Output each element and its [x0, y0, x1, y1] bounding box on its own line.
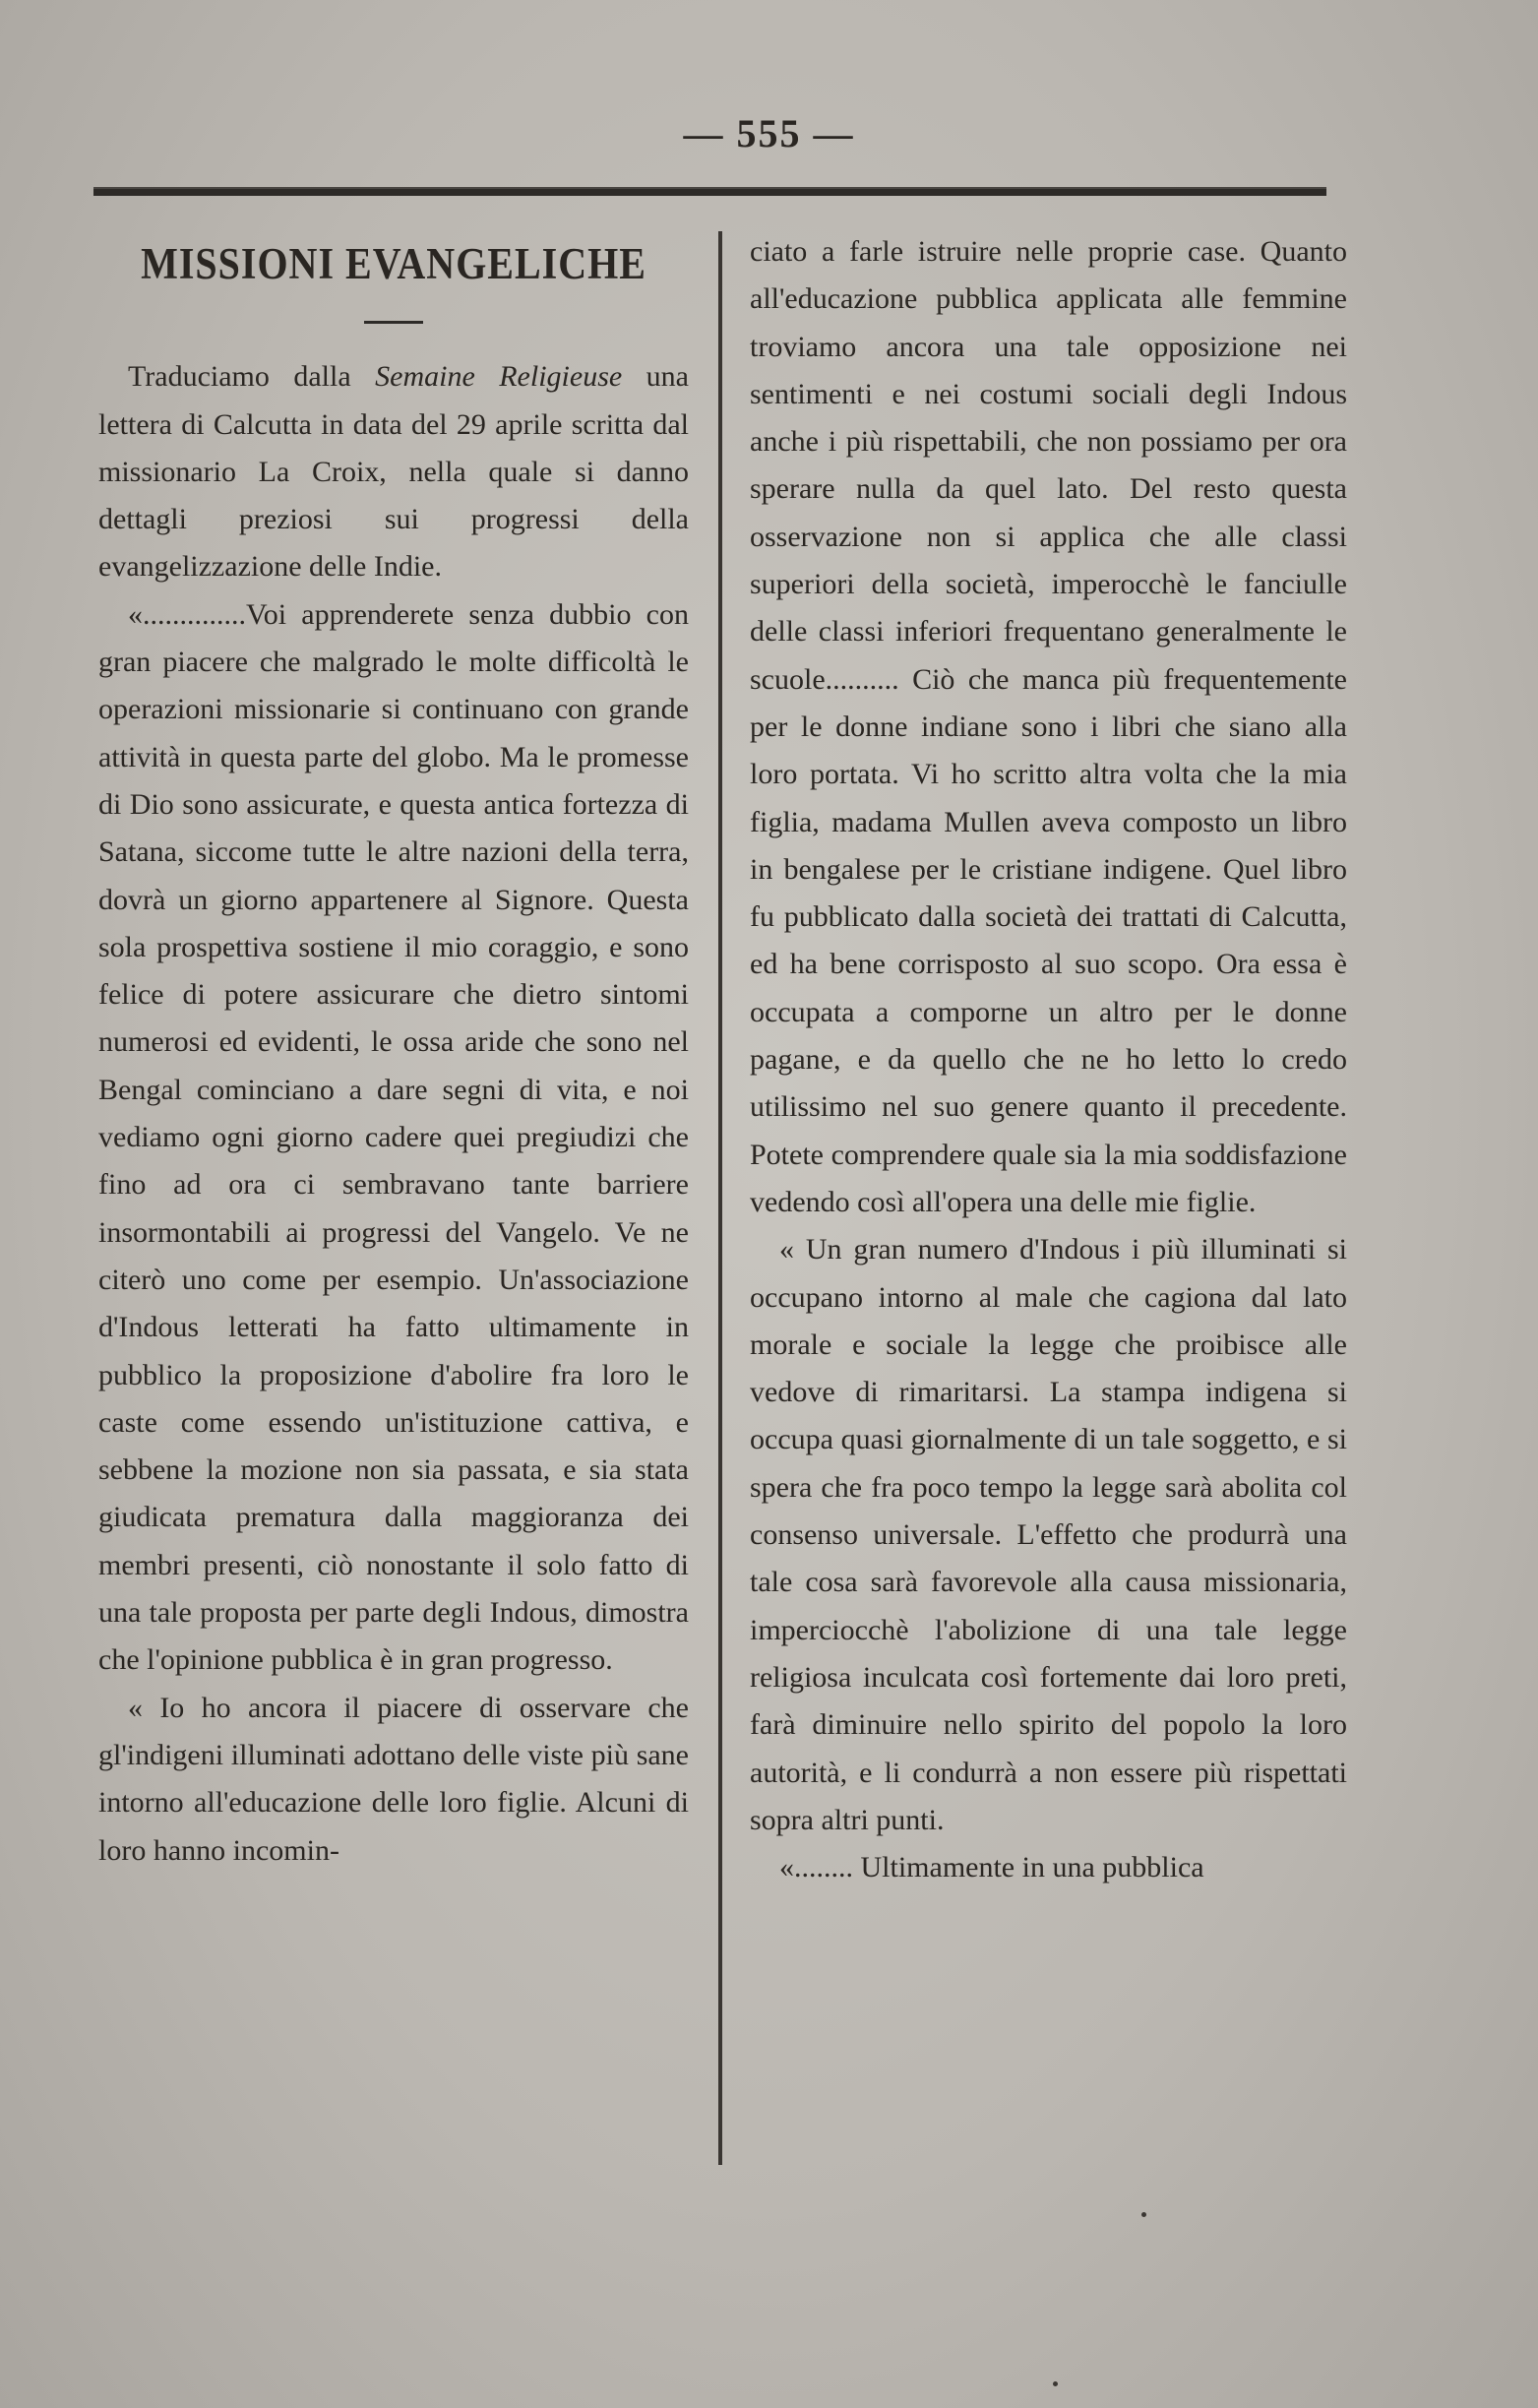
column-divider [718, 231, 722, 2165]
intro-text-before: Traduciamo dalla [128, 360, 376, 394]
left-column [98, 228, 689, 1875]
title-rule [364, 321, 423, 324]
right-column [750, 228, 1347, 1891]
paper-speck [1053, 2381, 1058, 2386]
page-number: — 555 — [683, 111, 855, 155]
body-paragraph: «..............Voi apprenderete senza dubbio con gran piacere che malgrado le molte difficoltà le operazioni missionarie si continuano con grande attività in questa parte del globo. Ma le promesse di Dio sono assicurate, e questa antica fortezza di Satana, siccome tutte le altre nazioni della terra, dovrà un giorno appartenere al Signore. Questa sola prospettiva sostiene il mio coraggio, e sono felice di potere assicurare che dietro sintomi numerosi ed evidenti, le ossa aride che sono nel Bengal cominciano a dare segni di vita, e noi vediamo ogni giorno cadere quei pregiudizi che fino ad ora ci sembravano tante barriere insormontabili ai progressi del Vangelo. Ve ne citerò uno come per esempio. Un'associazione d'Indous letterati ha fatto ultimamente in pubblico la proposizione d'abolire fra loro le caste come essendo un'istituzione cattiva, e sebbene la mozione non sia passata, e sia stata giudicata prematura dalla maggioranza dei membri presenti, ciò nonostante il solo fatto di una tale proposta per parte degli Indous, dimostra che l'opinione pubblica è in gran progresso. [98, 597, 689, 1677]
publication-name: Semaine Religieuse [375, 360, 623, 394]
paper-speck [1141, 2212, 1146, 2217]
body-paragraph: «........ Ultimamente in una pubblica [779, 1851, 1204, 1884]
header-rule [93, 187, 1326, 196]
body-paragraph: ciato a farle istruire nelle proprie case. Quanto all'educazione pubblica applicata alle femmine troviamo ancora una tale opposizione nei sentimenti e nei costumi sociali degli Indous anche i più rispettabili, che non possiamo per ora sperare nulla da quel lato. Del resto questa osservazione non si applica che alle classi superiori della società, imperocchè le fanciulle delle classi inferiori frequentano generalmente le scuole.......... Ciò che manca più frequentemente per le donne indiane sono i libri che siano alla loro portata. Vi ho scritto altra volta che la mia figlia, madama Mullen aveva composto un libro in bengalese per le cristiane indigene. Quel libro fu pubblicato dalla società dei trattati di Calcutta, ed ha bene corrisposto al suo scopo. Ora essa è occupata a comporne un altro per le donne pagane, e da quello che ne ho letto lo credo utilissimo nel suo genere quanto il precedente. Potete comprendere quale sia la mia soddisfazione vedendo così all'opera una delle mie figlie. [750, 235, 1347, 1218]
body-paragraph: « Io ho ancora il piacere di osservare che gl'indigeni illuminati adottano delle viste più sane intorno all'educazione delle loro figlie. Alcuni di loro hanno incomin- [98, 1691, 689, 1867]
body-paragraph: « Un gran numero d'Indous i più illuminati si occupano intorno al male che cagiona dal lato morale e sociale la legge che proibisce alle vedove di rimaritarsi. La stampa indigena si occupa quasi giornalmente di un tale soggetto, e si spera che fra poco tempo la legge sarà abolita col consenso universale. L'effetto che produrrà una tale cosa sarà favorevole alla causa missionaria, imperciocchè l'abolizione di una tale legge religiosa inculcata così fortemente dai loro preti, farà diminuire nello spirito del popolo la loro autorità, e li condurrà a non essere più rispettati sopra altri punti. [750, 1233, 1347, 1836]
intro-paragraph [98, 353, 689, 590]
section-title: MISSIONI EVANGELICHE [141, 237, 646, 289]
intro-text-after: una lettera di Calcutta in data del 29 aprile scritta dal missionario La Croix, nella quale si danno dettagli preziosi sui progressi della evangelizzazione delle Indie. [98, 360, 689, 584]
